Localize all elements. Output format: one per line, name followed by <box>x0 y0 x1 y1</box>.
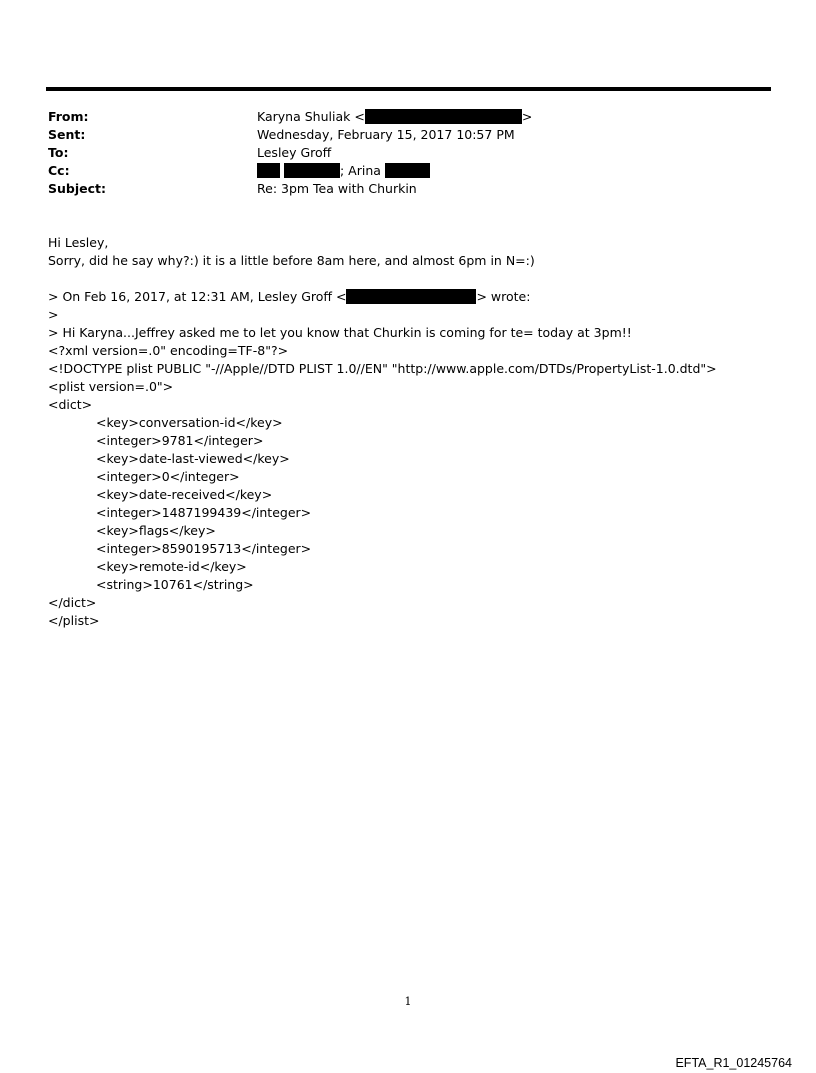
from-name: Karyna Shuliak < <box>257 109 365 124</box>
page-number: 1 <box>404 995 412 1008</box>
to-label: To: <box>48 145 69 160</box>
sent-row <box>48 126 748 144</box>
redaction-box <box>385 163 430 178</box>
redaction-box <box>284 163 340 178</box>
quote-prefix: > On Feb 16, 2017, at 12:31 AM, Lesley Groff < <box>48 289 347 304</box>
to-row <box>48 144 748 162</box>
sent-value: Wednesday, February 15, 2017 10:57 PM <box>257 127 515 142</box>
xml-line: <plist version=.0"> <box>48 379 174 394</box>
dict-item: <integer>8590195713</integer> <box>96 541 312 556</box>
body-line: Sorry, did he say why?:) it is a little before 8am here, and almost 6pm in N=:) <box>48 253 535 268</box>
quote-header <box>48 288 788 306</box>
subject-label: Subject: <box>48 181 106 196</box>
dict-item: <integer>0</integer> <box>96 469 240 484</box>
redaction-box <box>365 109 522 124</box>
dict-item: <string>10761</string> <box>96 577 254 592</box>
redaction-box <box>346 289 476 304</box>
email-body <box>48 234 788 630</box>
dict-item: <integer>9781</integer> <box>96 433 264 448</box>
xml-line: <!DOCTYPE plist PUBLIC "-//Apple//DTD PLIST 1.0//EN" "http://www.apple.com/DTDs/PropertyList-1.0.dtd"> <box>48 361 717 376</box>
spacer <box>48 270 788 288</box>
header-rule <box>46 87 771 91</box>
from-end: > <box>521 109 533 124</box>
dict-item: <key>date-received</key> <box>96 487 273 502</box>
cc-label: Cc: <box>48 163 70 178</box>
cc-value <box>257 162 430 180</box>
subject-row <box>48 180 748 198</box>
xml-line: </plist> <box>48 613 100 628</box>
quote-text: > Hi Karyna...Jeffrey asked me to let you know that Churkin is coming for te= today at 3pm!! <box>48 325 632 340</box>
quote-blank: > <box>48 307 59 322</box>
redaction-box <box>257 163 280 178</box>
cc-row <box>48 162 748 180</box>
xml-line: </dict> <box>48 595 97 610</box>
from-row <box>48 108 748 126</box>
email-header <box>48 108 748 198</box>
quote-suffix: > wrote: <box>476 289 531 304</box>
cc-mid: ; Arina <box>339 163 381 178</box>
dict-item: <key>conversation-id</key> <box>96 415 283 430</box>
document-id: EFTA_R1_01245764 <box>675 1056 792 1070</box>
subject-value: Re: 3pm Tea with Churkin <box>257 181 417 196</box>
xml-line: <dict> <box>48 397 93 412</box>
dict-item: <integer>1487199439</integer> <box>96 505 312 520</box>
from-label: From: <box>48 109 89 124</box>
greeting: Hi Lesley, <box>48 235 109 250</box>
xml-line: <?xml version=.0" encoding=TF-8"?> <box>48 343 289 358</box>
dict-item: <key>remote-id</key> <box>96 559 247 574</box>
to-value: Lesley Groff <box>257 145 332 160</box>
sent-label: Sent: <box>48 127 86 142</box>
dict-item: <key>flags</key> <box>96 523 216 538</box>
dict-item: <key>date-last-viewed</key> <box>96 451 290 466</box>
from-value <box>257 108 532 126</box>
